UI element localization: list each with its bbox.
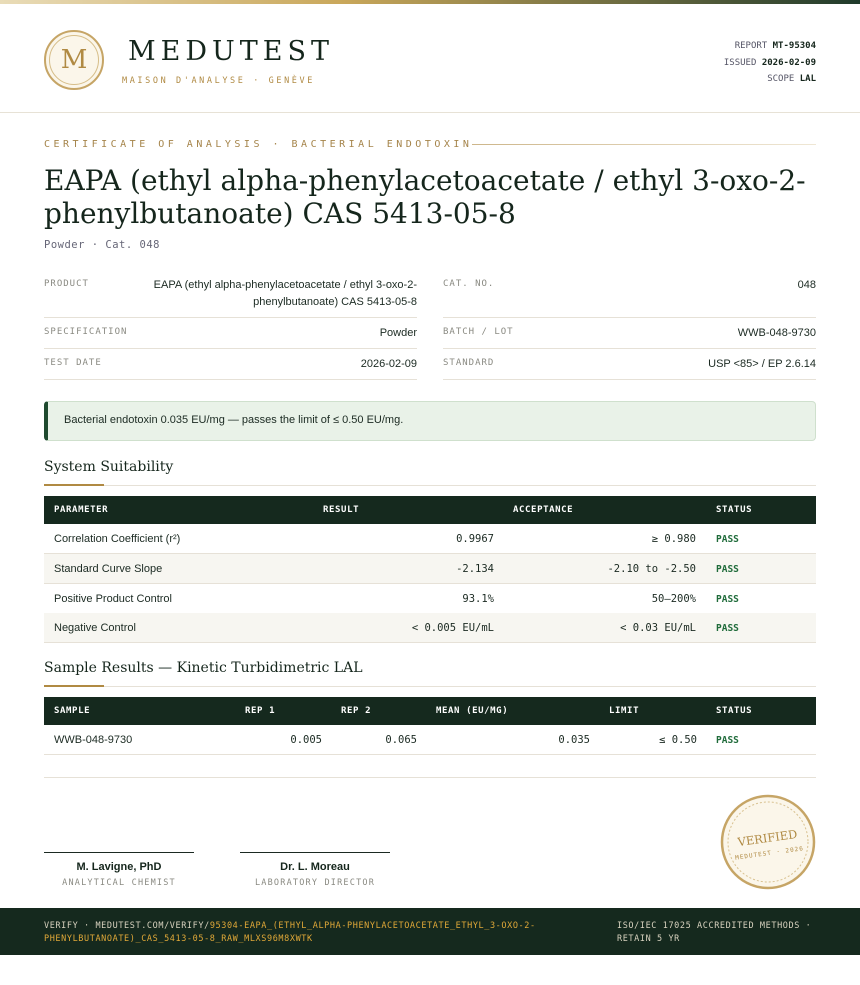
stamp-subtext: MEDUTEST · 2026 [734,845,805,862]
info-row-product [44,270,417,318]
col-parameter: PARAMETER [54,505,109,515]
col-rep2: REP 2 [341,706,372,716]
suitability-title: System Suitability [44,459,174,475]
stamp-text: VERIFIED [736,826,799,850]
batch-label: BATCH / LOT [443,327,514,337]
spec-label: SPECIFICATION [44,327,128,337]
accreditation-text: ISO/IEC 17025 ACCREDITED METHODS · RETAIN 5 YR [617,921,812,944]
signature-name: M. Lavigne, PhD [76,861,162,873]
table-row [44,584,816,614]
samples-rule [44,686,816,687]
cat-value: 048 [797,279,816,291]
row-acceptance: ≥ 0.980 [651,533,696,545]
col-mean: MEAN (EU/MG) [436,706,509,716]
date-value: 2026-02-09 [360,358,417,370]
info-grid-right [443,270,816,380]
info-row-date [44,349,417,380]
table-row [44,725,816,755]
standard-label: STANDARD [443,358,495,368]
row-result: < 0.005 EU/mL [411,622,494,634]
batch-value: WWB-048-9730 [737,327,816,339]
samples-accent [44,685,104,687]
col-limit: LIMIT [609,706,640,716]
signature-analyst [44,852,194,888]
certificate-subtitle: Powder · Cat. 048 [44,239,160,251]
table-row [44,554,816,584]
standard-value: USP <85> / EP 2.6.14 [708,358,816,370]
info-row-spec [44,318,417,349]
verify-link[interactable]: 95304-EAPA_(ETHYL_ALPHA-PHENYLACETOACETATE_ETHYL_3-OXO-2-PHENYLBUTANOATE)_CAS_5413-05-8_RAW_MLXS96M8XWTK [44,921,536,944]
certificate-eyebrow: CERTIFICATE OF ANALYSIS · BACTERIAL ENDOTOXIN [44,139,473,150]
brand-tagline: MAISON D'ANALYSE · GENÈVE [122,76,315,86]
info-row-batch [443,318,816,349]
row-rep1: 0.005 [290,734,322,746]
signature-role: LABORATORY DIRECTOR [254,878,376,888]
verify-prefix: VERIFY · MEDUTEST.COM/VERIFY/ [44,921,210,931]
issued-date: ISSUED 2026-02-09 [723,57,816,68]
spec-value: Powder [379,327,417,339]
row-status-badge: PASS [716,623,739,634]
row-parameter: Correlation Coefficient (r²) [54,533,181,545]
row-parameter: Negative Control [54,622,136,634]
row-acceptance: 50–200% [651,593,696,605]
row-result: 93.1% [462,593,494,605]
eyebrow-rule [472,144,816,145]
suitability-accent [44,484,104,486]
col-rep1: REP 1 [245,706,276,716]
info-grid-left [44,270,417,380]
row-acceptance: < 0.03 EU/mL [620,622,696,634]
date-label: TEST DATE [44,358,102,368]
row-status-badge: PASS [716,564,739,575]
col-status: STATUS [716,706,753,716]
signature-divider [44,777,816,778]
signature-role: ANALYTICAL CHEMIST [62,878,176,888]
info-row-standard [443,349,816,380]
report-meta [724,38,816,88]
row-status-badge: PASS [716,594,739,605]
row-result: -2.134 [456,563,494,575]
suitability-rule [44,485,816,486]
report-number: REPORT MT-95304 [734,41,816,51]
product-value: EAPA (ethyl alpha-phenylacetoacetate / ethyl 3-oxo-2-phenylbutanoate) CAS 5413-05-8 [153,279,417,308]
table-row [44,524,816,554]
row-parameter: Positive Product Control [54,593,172,605]
col-status: STATUS [716,505,753,515]
table-row [44,613,816,643]
product-label: PRODUCT [44,279,89,289]
verify-text [44,920,584,946]
brand-name: MEDUTEST [128,36,334,67]
row-status-badge: PASS [716,534,739,545]
signature-director [240,852,390,888]
brand-logo [44,30,104,90]
scope: SCOPE LAL [767,74,816,84]
certificate-title: EAPA (ethyl alpha-phenylacetoacetate / ethyl 3-oxo-2-phenylbutanoate) CAS 5413-05-8 [44,164,806,230]
row-rep2: 0.065 [385,734,417,746]
col-sample: SAMPLE [54,706,91,716]
row-sample: WWB-048-9730 [54,734,133,746]
row-limit: ≤ 0.50 [659,734,697,746]
samples-title: Sample Results — Kinetic Turbidimetric LAL [44,660,363,676]
info-row-cat [443,270,816,318]
col-result: RESULT [323,505,360,515]
row-acceptance: -2.10 to -2.50 [607,563,696,575]
header-divider [0,112,860,113]
col-acceptance: ACCEPTANCE [513,505,574,515]
result-banner [44,401,816,441]
row-result: 0.9967 [456,533,494,545]
footer [0,908,860,955]
samples-table-header [44,697,816,725]
row-status-badge: PASS [716,735,739,746]
cat-label: CAT. NO. [443,279,495,289]
top-accent-bar [0,0,860,4]
row-parameter: Standard Curve Slope [54,563,163,575]
row-mean: 0.035 [558,734,590,746]
brand-monogram: M [49,35,99,85]
result-banner-text: Bacterial endotoxin 0.035 EU/mg — passes the limit of ≤ 0.50 EU/mg. [64,414,404,426]
suitability-table-header [44,496,816,524]
verified-stamp [720,794,816,890]
signature-name: Dr. L. Moreau [280,861,350,873]
